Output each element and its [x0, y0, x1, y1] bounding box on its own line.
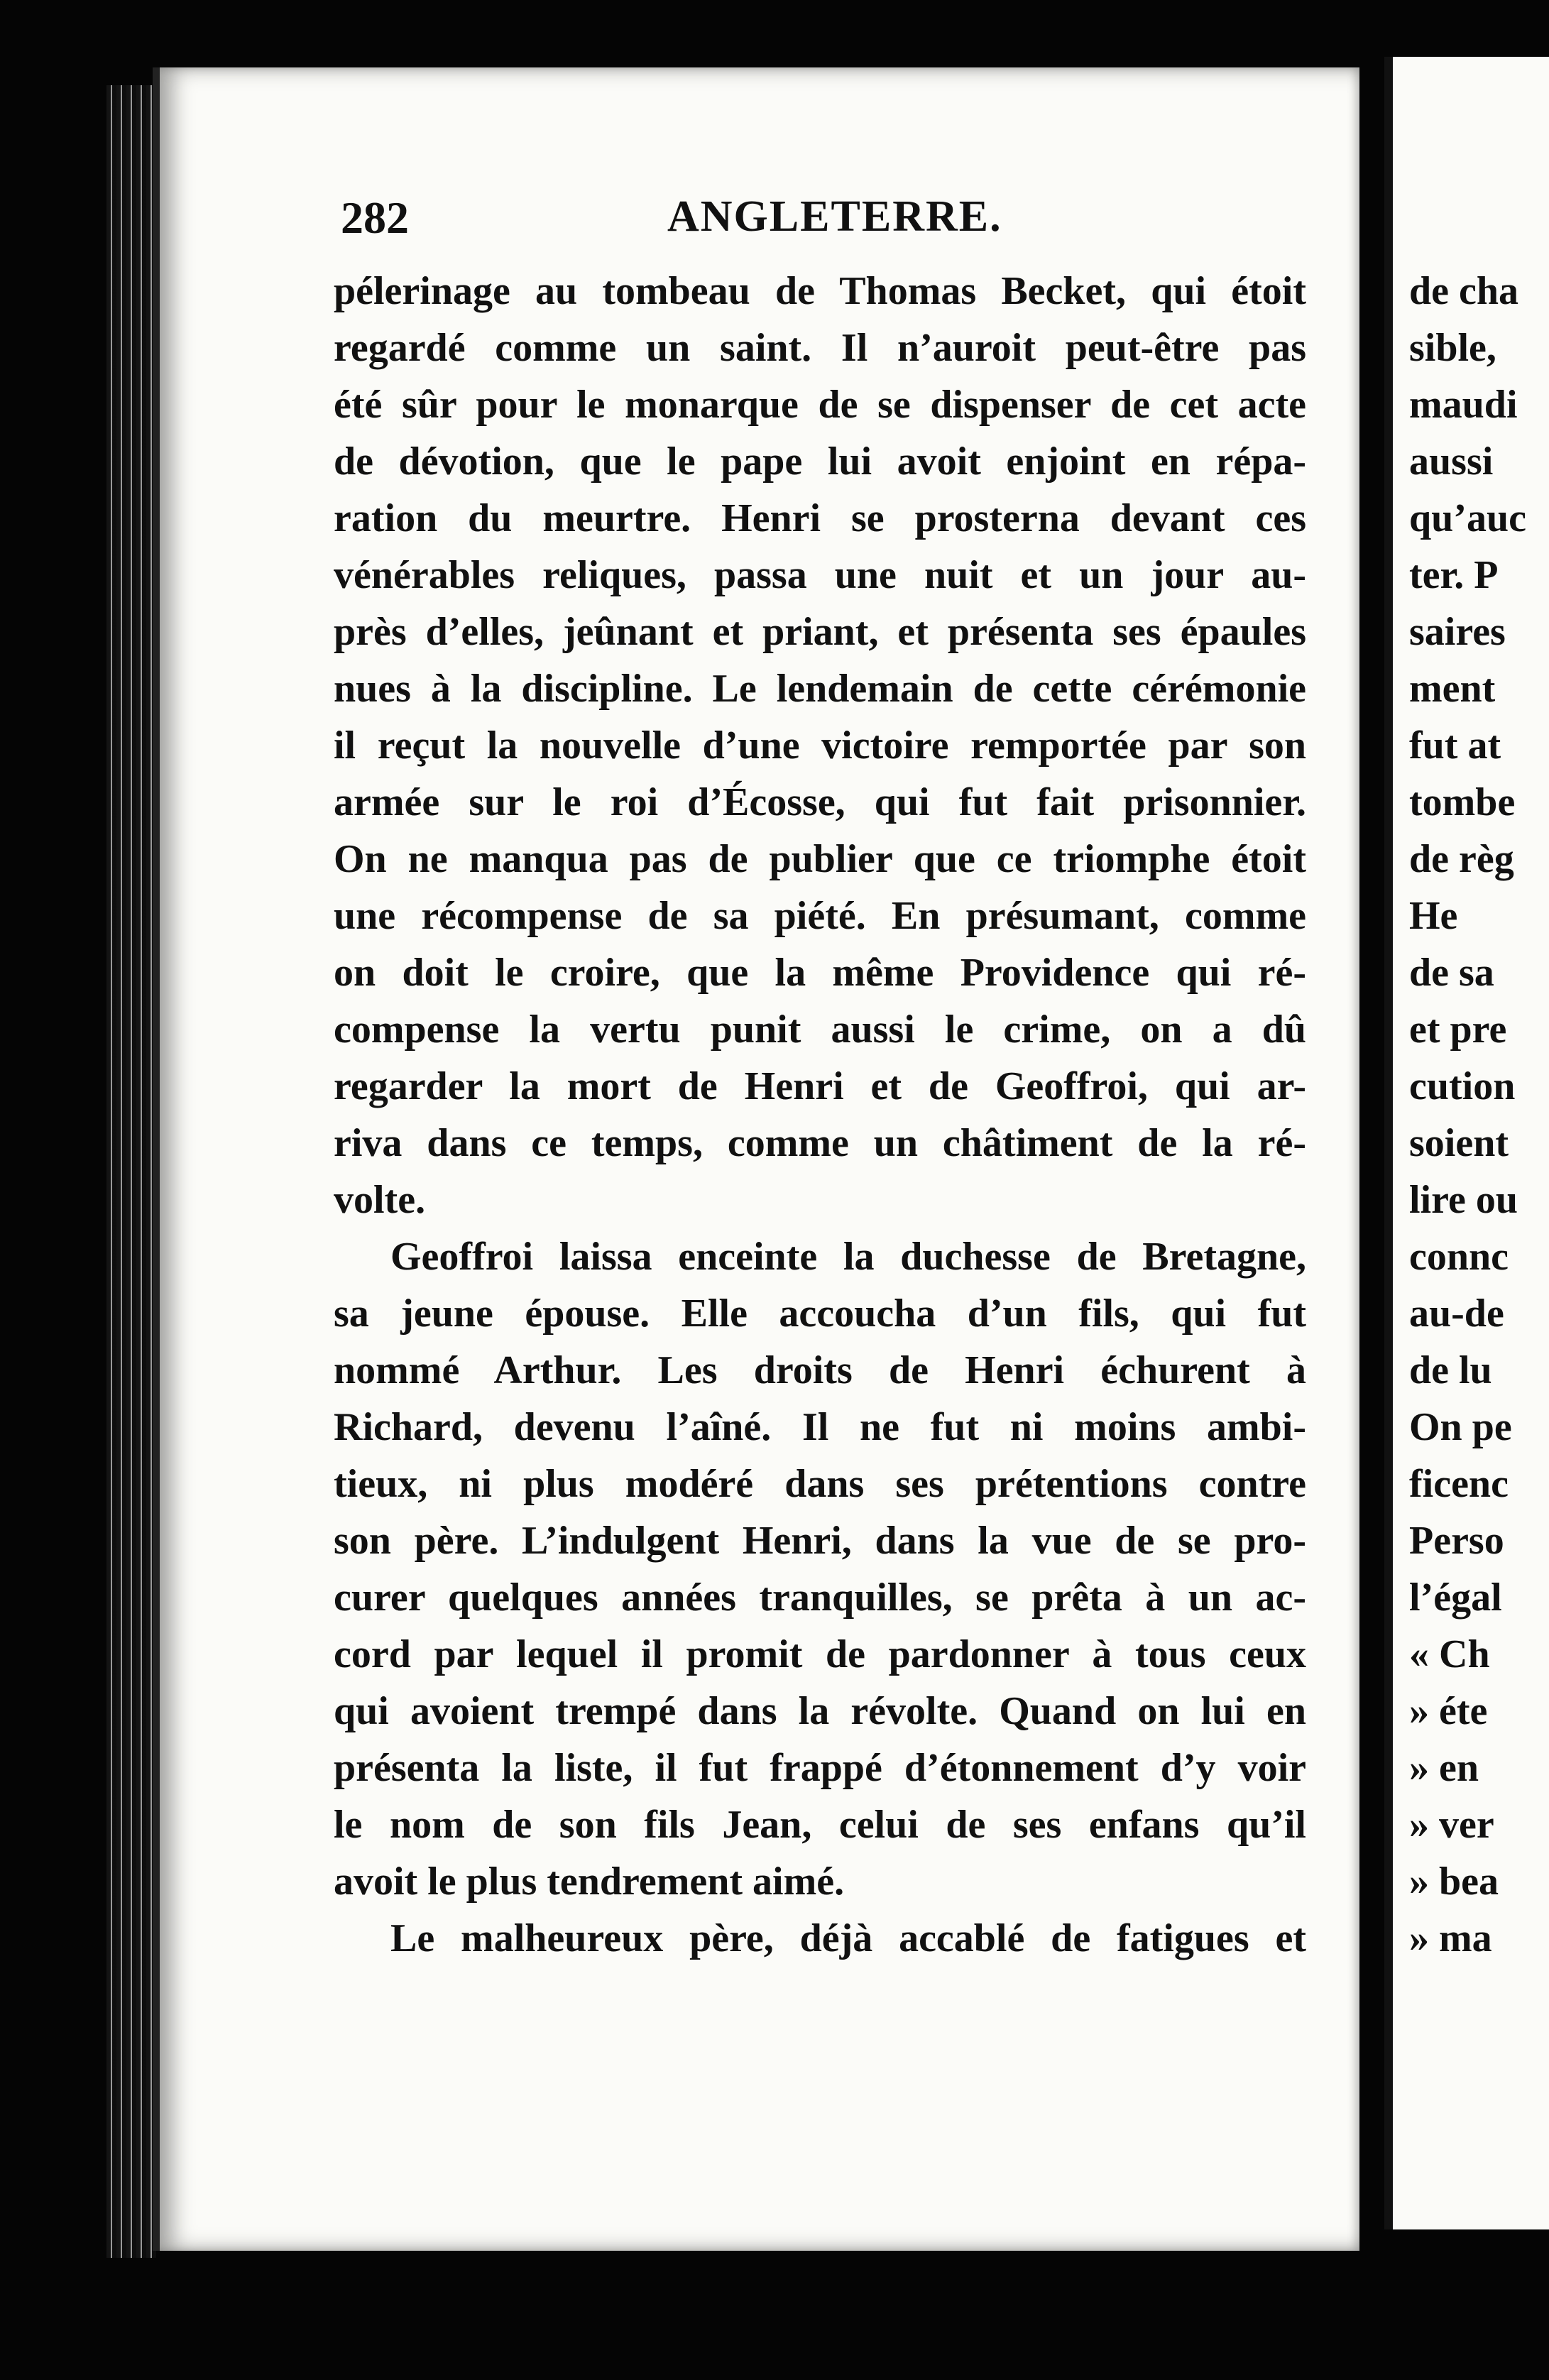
text-line: ration du meurtre. Henri se prosterna devant ces — [334, 496, 1306, 540]
right-page-line: aussi — [1409, 440, 1494, 484]
right-page-line: Perso — [1409, 1519, 1504, 1563]
text-line: sa jeune épouse. Elle accoucha d’un fils, qui fut — [334, 1292, 1306, 1336]
text-line: regardé comme un saint. Il n’auroit peut-être pas — [334, 326, 1306, 370]
right-page-line: de cha — [1409, 269, 1518, 313]
text-line: regarder la mort de Henri et de Geoffroi, qui ar- — [334, 1064, 1306, 1108]
right-page-line: l’égal — [1409, 1576, 1502, 1620]
text-line: nommé Arthur. Les droits de Henri échurent à — [334, 1348, 1306, 1392]
text-line: il reçut la nouvelle d’une victoire remportée par son — [334, 724, 1306, 768]
text-line: présenta la liste, il fut frappé d’étonnement d’y voir — [334, 1746, 1306, 1790]
right-page-line: tombe — [1409, 780, 1516, 824]
text-line: On ne manqua pas de publier que ce triomphe étoit — [334, 837, 1306, 881]
right-page-line: « Ch — [1409, 1632, 1490, 1676]
text-line: armée sur le roi d’Écosse, qui fut fait prisonnier. — [334, 780, 1306, 824]
right-page-text — [1409, 263, 1549, 1967]
right-page-line: et pre — [1409, 1008, 1507, 1052]
page-number: 282 — [341, 192, 409, 243]
text-line: Richard, devenu l’aîné. Il ne fut ni moins ambi- — [334, 1405, 1306, 1449]
text-line: Le malheureux père, déjà accablé de fatigues et — [390, 1916, 1306, 1960]
text-line: de dévotion, que le pape lui avoit enjoint en répa- — [334, 440, 1306, 484]
text-line: qui avoient trempé dans la révolte. Quand on lui en — [334, 1689, 1306, 1733]
text-line: pélerinage au tombeau de Thomas Becket, qui étoit — [334, 269, 1306, 313]
right-page-line: cution — [1409, 1064, 1516, 1108]
page-header — [341, 192, 1320, 256]
right-page-line: de règ — [1409, 837, 1514, 881]
running-title: ANGLETERRE. — [667, 192, 1002, 241]
right-page-line: de lu — [1409, 1348, 1492, 1392]
right-page-line: qu’auc — [1409, 496, 1526, 540]
right-page-line: soient — [1409, 1121, 1509, 1165]
right-page-line: » en — [1409, 1746, 1479, 1790]
text-line: compense la vertu punit aussi le crime, on a dû — [334, 1008, 1306, 1052]
right-page-line: saires — [1409, 610, 1506, 654]
right-page-line: » éte — [1409, 1689, 1488, 1733]
right-page-line: ficenc — [1409, 1462, 1509, 1506]
text-line: le nom de son fils Jean, celui de ses enfans qu’il — [334, 1803, 1306, 1847]
right-page-line: de sa — [1409, 951, 1494, 995]
right-page-line: On pe — [1409, 1405, 1512, 1449]
right-page-line: ment — [1409, 667, 1496, 711]
right-page-line: » ver — [1409, 1803, 1494, 1847]
right-page-line: connc — [1409, 1235, 1509, 1279]
right-page-line: au-de — [1409, 1292, 1504, 1336]
right-page-line: ter. P — [1409, 553, 1499, 597]
text-line: nues à la discipline. Le lendemain de cette cérémonie — [334, 667, 1306, 711]
right-page-line: lire ou — [1409, 1178, 1518, 1222]
right-page-line: » bea — [1409, 1860, 1499, 1904]
text-line: Geoffroi laissa enceinte la duchesse de Bretagne, — [390, 1235, 1306, 1279]
text-line: une récompense de sa piété. En présumant, comme — [334, 894, 1306, 938]
text-line: cord par lequel il promit de pardonner à tous ceux — [334, 1632, 1306, 1676]
text-line: près d’elles, jeûnant et priant, et présenta ses épaules — [334, 610, 1306, 654]
right-page-line: maudi — [1409, 383, 1518, 427]
body-text — [334, 263, 1306, 1967]
right-page-line: fut at — [1409, 724, 1501, 768]
text-line: tieux, ni plus modéré dans ses prétentions contre — [334, 1462, 1306, 1506]
right-page-line: » ma — [1409, 1916, 1492, 1960]
text-line: on doit le croire, que la même Providence qui ré- — [334, 951, 1306, 995]
right-page-line: sible, — [1409, 326, 1496, 370]
text-line: avoit le plus tendrement aimé. — [334, 1860, 845, 1904]
page-edges — [106, 85, 156, 2258]
text-line: été sûr pour le monarque de se dispenser de cet acte — [334, 383, 1306, 427]
text-line: curer quelques années tranquilles, se prêta à un ac- — [334, 1576, 1306, 1620]
text-line: son père. L’indulgent Henri, dans la vue de se pro- — [334, 1519, 1306, 1563]
text-line: vénérables reliques, passa une nuit et un jour au- — [334, 553, 1306, 597]
text-line: volte. — [334, 1178, 426, 1222]
right-page-line: He — [1409, 894, 1458, 938]
text-line: riva dans ce temps, comme un châtiment de la ré- — [334, 1121, 1306, 1165]
